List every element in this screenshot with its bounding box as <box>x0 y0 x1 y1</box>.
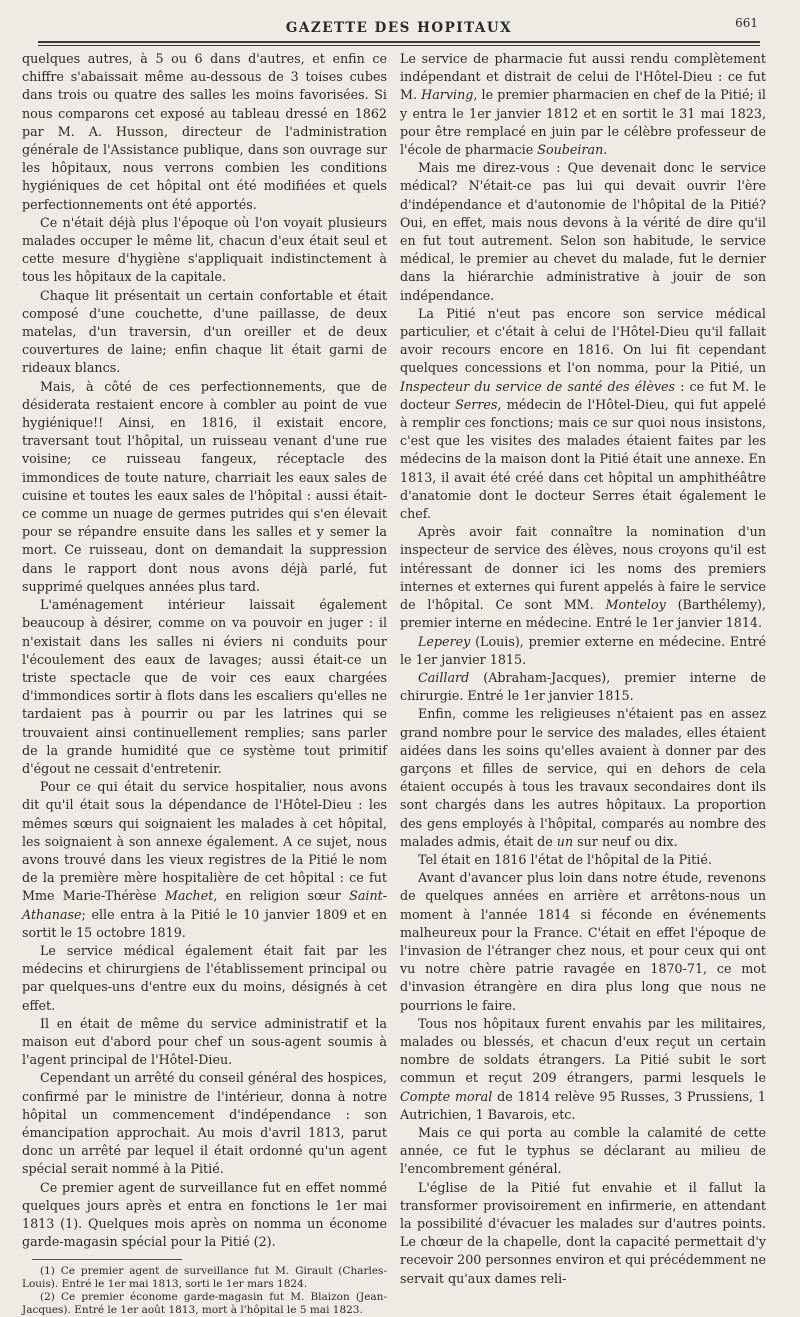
text-run: . <box>603 142 608 158</box>
italic-text: Caillard <box>418 669 470 685</box>
italic-text: Soubeiran <box>537 142 604 158</box>
paragraph <box>400 1015 766 1124</box>
paragraph <box>22 596 387 778</box>
page-number: 661 <box>735 16 758 30</box>
text-run: , le premier pharmacien en chef de la Pitié; il y entra le 1er janvier 1812 et en sortit le 31 mai 1823, pour être remplacé en juin par le célèbre professeur de l'école de pharmacie <box>400 87 766 158</box>
text-run: Enfin, comme les religieuses n'étaient pas en assez grand nombre pour le service des malades, elles étaient aidées dans les soins qu'elles avaient à donner par des garçons et filles de service, qui en dehors de cela étaient occupés à tous les travaux secondaires dont ils sont chargés dans les autres hôpitaux. La proportion des gens employés à l'hôpital, comparés au nombre des malades admis, était de <box>400 706 766 849</box>
text-run: ; elle entra à la Pitié le 10 janvier 1809 et en sortit le 15 octobre 1819. <box>22 906 387 940</box>
text-run: Chaque lit présentait un certain confortable et était composé d'une couchette, d'une paillasse, de deux matelas, d'un traversin, d'un oreiller et de deux couvertures de laine; enfin chaque lit était garni de rideaux blancs. <box>22 287 387 376</box>
italic-text: Monteloy <box>605 597 666 613</box>
header-rule-thin <box>38 45 760 46</box>
paragraph <box>22 778 387 942</box>
italic-text: Harving <box>421 87 474 103</box>
paragraph <box>400 705 766 851</box>
text-run: (Louis), premier externe en médecine. Entré le 1er janvier 1815. <box>400 633 766 667</box>
paragraph <box>22 287 387 378</box>
text-run: Avant d'avancer plus loin dans notre étude, revenons de quelques années en arrière et arrêtons-nous un moment à l'année 1814 si féconde en événements malheureux pour la France. C'était en effet l'époque de l'invasion de l'étranger chez nous, et pour ceux qui ont vu notre chère patrie ravagée en 1870-71, ce mot d'invasion étrangère en dira plus long que nous ne pourrions le faire. <box>400 870 766 1013</box>
paragraph <box>22 1179 387 1252</box>
footnotes <box>22 1265 387 1317</box>
header-rule-thick <box>38 41 760 43</box>
footnote: (1) Ce premier agent de surveillance fut M. Girault (Charles-Louis). Entré le 1er mai 1813, sorti le 1er mars 1824. <box>22 1265 387 1291</box>
text-run: Mais me direz-vous : Que devenait donc le service médical? N'était-ce pas lui qui devait ouvrir l'ère d'indépendance et d'autonomie de l'hôpital de la Pitié? Oui, en effet, mais nous devons à la vérité de dire qu'il en fut tout autrement. Selon son habitude, le service médical, le premier au chevet du malade, fut le dernier dans la hiérarchie administrative à jouir de son indépendance. <box>400 160 766 303</box>
text-run: L'aménagement intérieur laissait également beaucoup à désirer, comme on va pouvoir en juger : il n'existait dans les salles ni éviers ni conduits pour l'écoulement des eaux de lavages; aussi était-ce un triste spectacle que de voir ces eaux chargées d'immondices sortir à flots dans les escaliers qu'elles ne tardaient pas à pourrir ou par les latrines qui se trouvaient ainsi continuellement remplies; sans parler de la grande humidité que ce système tout primitif d'égout ne cessait d'entretenir. <box>22 597 387 776</box>
text-run: La Pitié n'eut pas encore son service médical particulier, et c'était à celui de l'Hôtel-Dieu qu'il fallait avoir recours encore en 1816. On lui fit cependant quelques concessions et l'on nomma, pour la Pitié, un <box>400 305 766 376</box>
italic-text: un <box>556 833 574 849</box>
paragraph <box>400 523 766 632</box>
text-run: Pour ce qui était du service hospitalier, nous avons dit qu'il était sous la dépendance de l'Hôtel-Dieu : les mêmes sœurs qui soignaient les malades à cet hôpital, les soignaient à son annexe également. A ce sujet, nous avons trouvé dans les vieux registres de la Pitié le nom de la première mère hospitalière de cet hôpital : ce fut Mme Marie-Thérèse <box>22 779 387 904</box>
text-run: , médecin de l'Hôtel-Dieu, qui fut appelé à remplir ces fonctions; mais ce sur quoi nous insistons, c'est que les visites des malades étaient faites par les médecins de la maison dont la Pitié était une annexe. En 1813, il avait été créé dans cet hôpital un amphithéâtre d'anatomie dont le docteur Serres était également le chef. <box>400 396 766 522</box>
paragraph <box>400 869 766 1015</box>
paragraph <box>22 378 387 596</box>
text-run: Cependant un arrêté du conseil général des hospices, confirmé par le ministre de l'intérieur, donna à notre hôpital un commencement d'indépendance : son émancipation approchait. Au mois d'avril 1813, parut donc un arrêté par lequel il était ordonné qu'un agent spécial serait nommé à la Pitié. <box>22 1070 387 1177</box>
text-run: sur neuf ou dix. <box>573 833 678 849</box>
footnote: (2) Ce premier économe garde-magasin fut M. Blaizon (Jean-Jacques). Entré le 1er août 1813, mort à l'hôpital le 5 mai 1823. <box>22 1291 387 1317</box>
text-run: Mais ce qui porta au comble la calamité de cette année, ce fut le typhus se déclarant au milieu de l'encombrement général. <box>400 1124 766 1177</box>
paragraph <box>22 50 387 214</box>
text-run: L'église de la Pitié fut envahie et il fallut la transformer provisoirement en infirmerie, en attendant la possibilité d'évacuer les malades sur d'autres points. Le chœur de la chapelle, dont la capacité permettait d'y recevoir 200 personnes environ et qui précédemment ne servait qu'aux dames reli- <box>400 1179 766 1286</box>
text-run: (Abraham-Jacques), premier interne de chirurgie. Entré le 1er janvier 1815. <box>400 669 766 704</box>
paragraph <box>400 305 766 523</box>
text-run: Le service médical également était fait par les médecins et chirurgiens de l'établissement principal ou par quelques-uns d'entre eux du moins, désignés à cet effet. <box>22 942 387 1013</box>
footnote-rule <box>32 1259 182 1260</box>
paragraph <box>400 1179 766 1288</box>
italic-text: Compte moral <box>400 1088 493 1104</box>
paragraph <box>400 669 766 705</box>
text-run: Tel était en 1816 l'état de l'hôpital de la Pitié. <box>418 851 712 867</box>
paragraph <box>22 942 387 1015</box>
text-run: Il en était de même du service administratif et la maison eut d'abord pour chef un sous-agent soumis à l'agent principal de l'Hôtel-Dieu. <box>22 1015 387 1068</box>
paragraph <box>22 214 387 287</box>
paragraph <box>400 851 766 869</box>
text-run: Après avoir fait connaître la nomination d'un inspecteur de service des élèves, nous croyons qu'il est intéressant de donner ici les noms des premiers internes et externes qui furent appelés à faire le service de l'hôpital. Ce sont MM. <box>400 524 766 613</box>
text-run: Le service de pharmacie fut aussi rendu complètement indépendant et distrait de celui de l'Hôtel-Dieu : ce fut M. <box>400 51 766 103</box>
text-run: quelques autres, à 5 ou 6 dans d'autres, et enfin ce chiffre s'abaissait même au-dessous de 3 toises cubes dans trois ou quatre des salles les moins favorisées. Si nous comparons cet exposé au tableau dressé en 1862 par M. A. Husson, directeur de l'administration générale de l'Assistance publique, dans son ouvrage sur les hôpitaux, nous verrons combien les conditions hygiéniques de cet hôpital ont été modifiées et quels perfectionnements ont été apportés. <box>22 51 387 212</box>
paragraph <box>22 1015 387 1070</box>
right-column <box>400 50 766 1288</box>
text-run: Mais, à côté de ces perfectionnements, que de désiderata restaient encore à combler au point de vue hygiénique!! Ainsi, en 1816, il existait encore, traversant tout l'hôpital, un ruisseau venant d'une rue voisine; ce ruisseau fangeux, réceptacle des immondices de toute nature, charriait les eaux sales de cuisine et toutes les eaux sales de l'hôpital : aussi était-ce comme un nuage de germes putrides qui s'en élevait pour se répandre ensuite dans les salles et y semer la mort. Ce ruisseau, dont on demandait la suppression dans le rapport dont nous avons déjà parlé, fut supprimé quelques années plus tard. <box>22 378 387 594</box>
text-run: Ce premier agent de surveillance fut en effet nommé quelques jours après et entra en fonctions le 1er mai 1813 (1). Quelques mois après on nomma un économe garde-magasin spécial pour la Pitié (2). <box>22 1179 387 1250</box>
right-column-text <box>400 50 766 1288</box>
paragraph <box>400 1124 766 1179</box>
text-run: de 1814 relève 95 Russes, 3 Prussiens, 1 Autrichien, 1 Bavarois, etc. <box>400 1088 766 1122</box>
page-header <box>38 14 760 44</box>
paragraph <box>400 50 766 159</box>
text-run: , en religion sœur <box>213 888 350 904</box>
italic-text: Inspecteur du service de santé des élèves <box>400 378 676 394</box>
paragraph <box>400 633 766 669</box>
text-run: Ce n'était déjà plus l'époque où l'on voyait plusieurs malades occuper le même lit, chacun d'eux était seul et cette mesure d'hygiène s'appliquait indistinctement à tous les hôpitaux de la capitale. <box>22 214 387 285</box>
paragraph <box>400 159 766 305</box>
left-column <box>22 50 387 1317</box>
text-run: (Barthélemy), premier interne en médecine. Entré le 1er janvier 1814. <box>400 597 766 631</box>
left-column-text <box>22 50 387 1251</box>
italic-text: Serres <box>455 396 498 412</box>
page-title: GAZETTE DES HOPITAUX <box>285 20 513 36</box>
italic-text: Machet <box>164 888 214 904</box>
italic-text: Saint-Athanase <box>22 888 387 922</box>
italic-text: Leperey <box>418 633 471 649</box>
text-run: Tous nos hôpitaux furent envahis par les militaires, malades ou blessés, et chacun d'eux reçut un certain nombre de soldats étrangers. La Pitié subit le sort commun et reçut 209 étrangers, parmi lesquels le <box>400 1015 766 1086</box>
paragraph <box>22 1069 387 1178</box>
text-run: : ce fut M. le docteur <box>400 378 766 412</box>
